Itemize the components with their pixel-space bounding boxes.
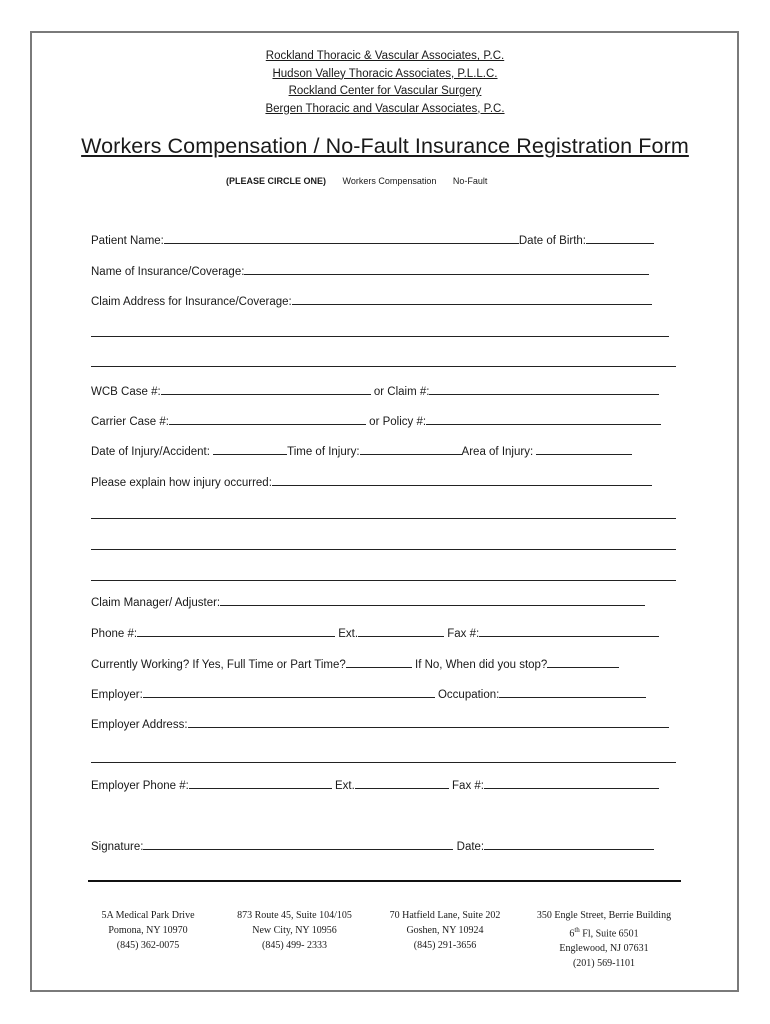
practice-name: Hudson Valley Thoracic Associates, P.L.L.C.: [272, 67, 498, 80]
option-workers-compensation[interactable]: Workers Compensation: [342, 176, 437, 186]
explain-row: [91, 475, 677, 490]
floor-suffix: th: [574, 926, 580, 934]
stopped-field[interactable]: [547, 657, 619, 668]
footer-line: Goshen, NY 10924: [406, 925, 484, 936]
phone-field[interactable]: [137, 626, 335, 637]
explain-line[interactable]: [91, 518, 676, 519]
footer-line: (845) 499- 2333: [262, 940, 327, 951]
employer-fax-field[interactable]: [484, 778, 659, 789]
claim-manager-row: [91, 595, 677, 610]
footer-address-pomona: [88, 908, 208, 953]
date-field[interactable]: [484, 839, 654, 850]
signature-row: [91, 839, 677, 854]
form-title: Workers Compensation / No-Fault Insurance Registration Form: [81, 134, 689, 158]
footer-line: (845) 362-0075: [116, 940, 180, 951]
footer-address-englewood: [522, 908, 686, 971]
carrier-case-field[interactable]: [169, 414, 366, 425]
time-injury-label: Time of Injury:: [287, 446, 360, 458]
employer-address-label: Employer Address:: [91, 719, 188, 731]
footer-line: 5A Medical Park Drive: [101, 910, 195, 921]
employer-row: [91, 687, 677, 702]
circle-instruction: (PLEASE CIRCLE ONE): [226, 176, 327, 186]
policy-number-field[interactable]: [426, 414, 661, 425]
time-injury-field[interactable]: [360, 444, 462, 455]
working-field[interactable]: [346, 657, 412, 668]
claim-number-label: or Claim #:: [373, 386, 430, 398]
date-label: Date:: [456, 841, 485, 853]
patient-name-label: Patient Name:: [91, 235, 164, 247]
carrier-case-row: [91, 414, 677, 429]
explain-field[interactable]: [272, 475, 652, 486]
claim-number-field[interactable]: [429, 384, 659, 395]
explain-line[interactable]: [91, 549, 676, 550]
claim-address-row: [91, 294, 677, 309]
floor-number: 6: [569, 928, 575, 940]
claim-address-line[interactable]: [91, 366, 676, 367]
footer-line: New City, NY 10956: [252, 925, 337, 936]
stopped-label: If No, When did you stop?: [415, 659, 548, 671]
area-injury-field[interactable]: [536, 444, 632, 455]
employer-address-row: [91, 717, 677, 732]
employer-label: Employer:: [91, 689, 143, 701]
explain-label: Please explain how injury occurred:: [91, 477, 272, 489]
footer-address-goshen: [375, 908, 515, 953]
occupation-field[interactable]: [499, 687, 646, 698]
dob-label: Date of Birth:: [518, 235, 586, 247]
signature-label: Signature:: [91, 841, 144, 853]
employer-ext-label: Ext.: [335, 780, 355, 792]
ext-field[interactable]: [358, 626, 444, 637]
practice-name: Bergen Thoracic and Vascular Associates, P.C.: [265, 102, 505, 115]
footer-line: 350 Engle Street, Berrie Building: [536, 910, 672, 921]
insurance-row: [91, 264, 677, 279]
fax-label: Fax #:: [447, 628, 480, 640]
claim-address-line[interactable]: [91, 336, 669, 337]
footer-line: (201) 569-1101: [572, 958, 636, 970]
wcb-case-field[interactable]: [161, 384, 371, 395]
employer-address-line[interactable]: [91, 762, 676, 763]
footer-line: 70 Hatfield Lane, Suite 202: [389, 910, 501, 921]
dob-field[interactable]: [586, 233, 654, 244]
employer-fax-label: Fax #:: [452, 780, 484, 792]
claim-address-label: Claim Address for Insurance/Coverage:: [91, 296, 292, 308]
wcb-case-label: WCB Case #:: [91, 386, 161, 398]
phone-row: [91, 626, 677, 641]
claim-manager-field[interactable]: [220, 595, 645, 606]
footer-address-new-city: [222, 908, 367, 953]
employer-address-field[interactable]: [188, 717, 669, 728]
footer-line: Pomona, NY 10970: [108, 925, 188, 936]
claim-manager-label: Claim Manager/ Adjuster:: [91, 597, 221, 609]
practice-name: Rockland Thoracic & Vascular Associates, P.C.: [265, 50, 505, 62]
employer-phone-row: [91, 778, 677, 793]
carrier-case-label: Carrier Case #:: [91, 416, 169, 428]
injury-date-row: [91, 444, 677, 459]
policy-number-label: or Policy #:: [369, 416, 427, 428]
claim-address-field[interactable]: [292, 294, 652, 305]
option-no-fault[interactable]: No-Fault: [452, 176, 488, 186]
signature-field[interactable]: [143, 839, 453, 850]
patient-name-row: [91, 233, 677, 248]
circle-one-row: [226, 176, 501, 186]
phone-label: Phone #:: [91, 628, 138, 640]
explain-line[interactable]: [91, 580, 676, 581]
occupation-label: Occupation:: [437, 689, 500, 701]
footer-divider: [88, 880, 681, 882]
employer-ext-field[interactable]: [355, 778, 449, 789]
date-injury-field[interactable]: [213, 444, 287, 455]
patient-name-field[interactable]: [164, 233, 519, 244]
ext-label: Ext.: [338, 628, 359, 640]
area-injury-label: Area of Injury:: [461, 446, 534, 458]
practice-list: [0, 48, 770, 118]
footer-line: [522, 923, 686, 941]
working-label: Currently Working? If Yes, Full Time or Part Time?: [91, 659, 346, 671]
employer-phone-field[interactable]: [189, 778, 332, 789]
footer-line: (845) 291-3656: [413, 940, 477, 951]
practice-name: Rockland Center for Vascular Surgery: [288, 85, 482, 97]
insurance-field[interactable]: [244, 264, 649, 275]
employer-phone-label: Employer Phone #:: [91, 780, 189, 792]
footer-line: Englewood, NJ 07631: [559, 943, 649, 955]
insurance-label: Name of Insurance/Coverage:: [91, 266, 245, 278]
employer-field[interactable]: [143, 687, 435, 698]
wcb-case-row: [91, 384, 677, 399]
fax-field[interactable]: [479, 626, 659, 637]
date-injury-label: Date of Injury/Accident:: [91, 446, 210, 458]
suite-text: Fl, Suite 6501: [579, 928, 639, 940]
footer-line: 873 Route 45, Suite 104/105: [237, 910, 352, 921]
working-row: [91, 657, 677, 672]
